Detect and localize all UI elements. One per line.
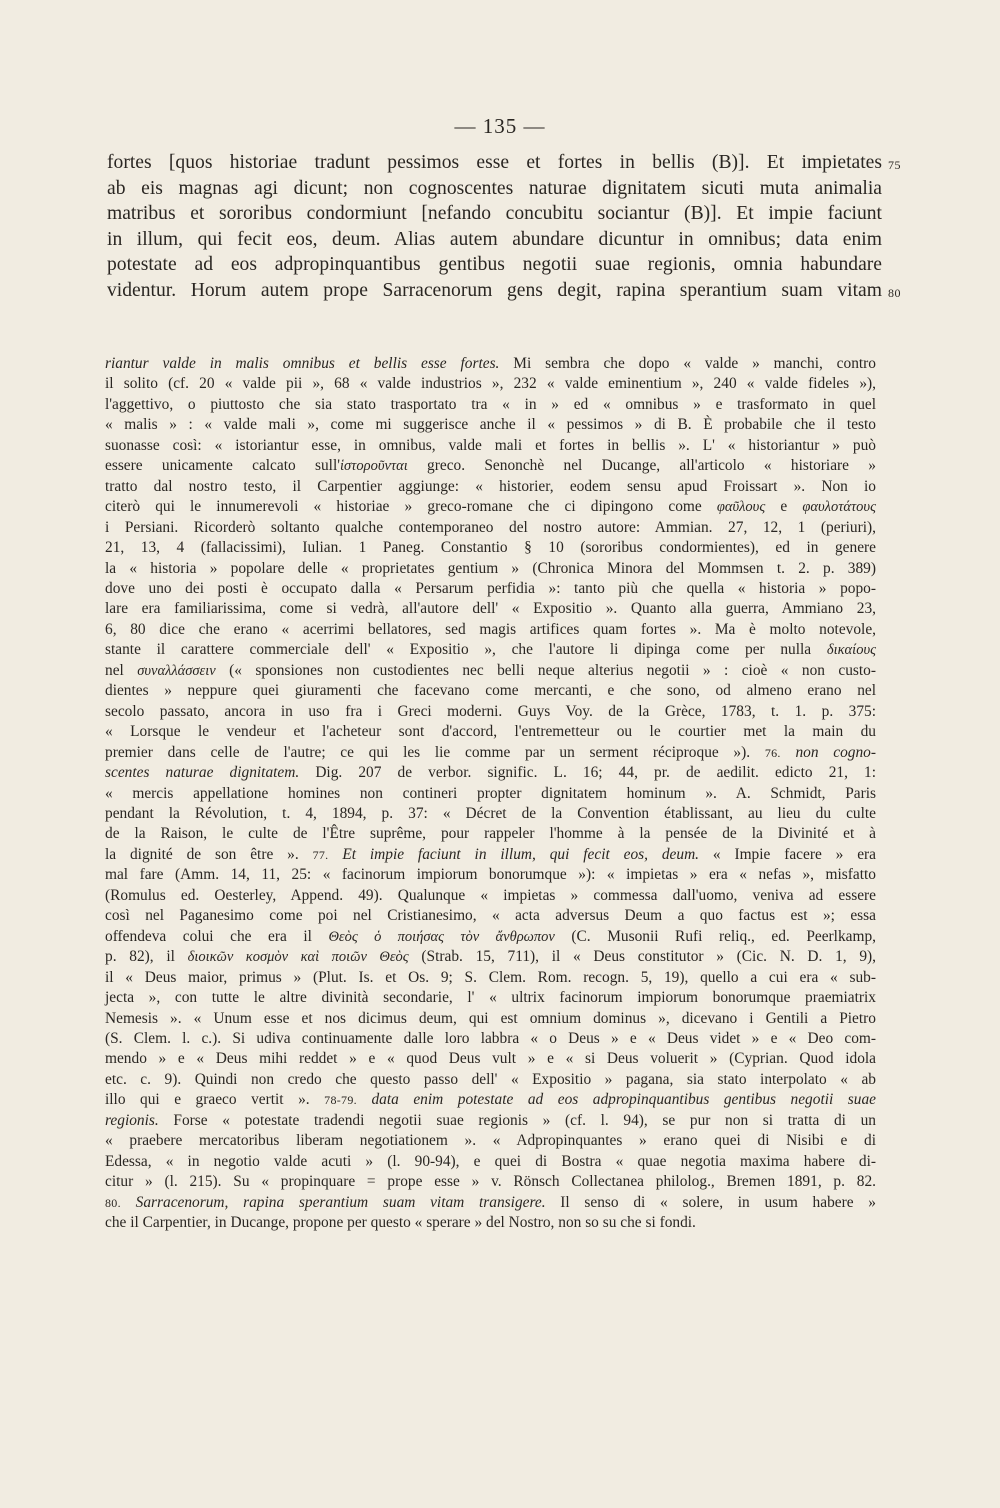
note-reference-number: 76. (764, 745, 781, 760)
note-line: l'aggettivo, o piuttosto che sia stato trasportato tra « in » ed « omnibus » e trasformato in quel (105, 395, 876, 413)
note-line: 80. Sarracenorum, rapina sperantium suam vitam transigere. Il senso di « solere, in usum habere » (105, 1193, 876, 1211)
note-line: la dignité de son être ». 77. Et impie faciunt in illum, qui fecit eos, deum. « Impie facere » era (105, 845, 877, 863)
note-line: che il Carpentier, in Ducange, propone per questo « sperare » del Nostro, non so su che si fondi. (105, 1214, 696, 1232)
note-line: secolo passato, ancora in uso fra i Greci moderni. Guys Voy. de la Grèce, 1783, t. 1. p. 375: (105, 702, 876, 720)
note-line: essere unicamente calcato sull'ἱστοροῦνται greco. Senonchè nel Ducange, all'articolo « historiare » (105, 457, 876, 475)
note-line: mal fare (Amm. 14, 11, 25: « facinorum impiorum bonorumque »): « impietas » era « nefas », misfatto (105, 866, 876, 884)
note-line: jecta », con tutte le altre divinità secondarie, l' « ultrix facinorum impiorum bonorumque praemiatrix (105, 989, 876, 1007)
note-line: Nemesis ». « Unum esse et nos dicimus deum, qui est omnium dominus », dicevano i Gentili a Pietro (105, 1009, 876, 1027)
note-line: 21, 13, 4 (fallacissimi), Iulian. 1 Paneg. Constantio § 10 (sororibus condormientes), ed in genere (105, 539, 876, 557)
note-line: citerò qui le innumerevoli « historiae » greco-romane che ci dipingono come φαῦλους e φαυλοτάτους (105, 498, 876, 516)
note-line: pendant la Révolution, t. 4, 1894, p. 37: « Décret de la Convention établissant, au lieu du culte (105, 804, 876, 822)
note-line: il solito (cf. 20 « valde pii », 68 « valde industrios », 232 « valde eminentium », 240 « valde fideles »), (105, 375, 876, 393)
note-reference-number: 78-79. (324, 1093, 357, 1108)
note-line: il « Deus maior, primus » (Plut. Is. et Os. 9; S. Clem. Rom. recogn. 5, 19), quello a cui era « sub- (105, 968, 876, 986)
note-line: stante il carattere commerciale dell' « Expositio », che l'autore li dipinga come per nulla δικαίους (105, 641, 876, 659)
commentary-notes (105, 354, 876, 1233)
note-line: nel συναλλάσσειν (« sponsiones non custodientes nec belli neque alterius negotii » : cioè « non custo- (105, 661, 876, 679)
note-line: Edessa, « in negotio valde acuti » (l. 90-94), e quei di Bostra « quae negotia maxima habere di- (105, 1152, 876, 1170)
line-number-75: 75 (888, 158, 901, 172)
note-line: illo qui e graeco vertit ». 78-79. data enim potestate ad eos adpropinquantibus gentibus negotii suae (105, 1091, 876, 1109)
greek-text: συναλλάσσειν (137, 662, 216, 679)
line-number-80: 80 (888, 286, 901, 300)
note-line: offendeva colui che era il Θεὸς ὁ ποιήσας τὸν ἄνθρωπον (C. Musonii Rufi reliq., ed. Peerlkamp, (105, 927, 876, 945)
greek-text: φαυλοτάτους (802, 499, 876, 516)
note-line: lare era familiarissima, come si vedrà, all'autore dell' « Expositio ». Quanto alla guerra, Ammiano 23, (105, 600, 876, 618)
note-line: tratto dal nostro testo, il Carpentier aggiunge: « historier, eodem sensu apud Froissart ». Non io (105, 477, 876, 495)
note-reference-number: 77. (312, 847, 329, 862)
greek-text: δικαίους (826, 642, 876, 659)
page-number: — 135 — (454, 114, 546, 138)
greek-text: ἱστοροῦνται (340, 458, 408, 475)
note-line: « Lorsque le vendeur et l'acheteur sont d'accord, l'entremetteur ou le courtier met la main du (105, 723, 876, 741)
note-line: (S. Clem. l. c.). Si udiva continuamente dalle loro labbra « o Deus » e « Deus videt » e « Deo com- (105, 1029, 876, 1047)
note-line: citur » (l. 215). Su « propinquare = prope esse » v. Rönsch Collectanea philolog., Bremen 1891, p. 82. (105, 1173, 876, 1191)
main-text-line: fortes [quos historiae tradunt pessimos esse et fortes in bellis (B)]. Et impietates (107, 152, 882, 173)
note-line: così nel Paganesimo come poi nel Cristianesimo, « acta adversus Deum a quo factus est »; essa (105, 907, 876, 925)
main-text-block (107, 150, 882, 303)
note-line: suonasse così: « istoriantur esse, in omnibus, valde mali et fortes in bellis ». L' « historiantur » può (105, 436, 876, 454)
note-line: premier dans celle de l'autre; ce qui les lie comme par un serment réciproque »). 76. non cogno- (105, 743, 876, 761)
note-line: la « historia » popolare delle « proprietates gentium » (Chronica Minora del Mommsen t. 2. p. 389) (105, 559, 876, 577)
note-reference-number: 80. (105, 1195, 121, 1210)
note-line: regionis. Forse « potestate tradendi negotii suae regionis » (cf. l. 94), se pur non si tratta di un (105, 1111, 876, 1129)
note-line: etc. c. 9). Quindi non credo che questo passo dell' « Expositio » pagana, sia stato interpolato « ab (105, 1070, 876, 1088)
note-line: (Romulus ed. Oesterley, Append. 49). Qualunque « impietas » commessa dall'uomo, veniva ad essere (105, 886, 876, 904)
greek-text: φαῦλους (716, 499, 766, 516)
note-line: de la Raison, le culte de l'Être suprême, pour rappeler l'homme à la pensée de la Divinité et à (105, 825, 876, 843)
greek-text: διοικῶν κοσμὸν καὶ ποιῶν Θεὸς (187, 949, 409, 966)
note-line: « malis » : « valde mali », come mi suggerisce anche il « pessimos » di B. È probabile che il testo (105, 416, 876, 434)
main-text-line: matribus et sororibus condormiunt [nefando concubitu sociantur (B)]. Et impie faciunt (107, 203, 882, 224)
note-line: scentes naturae dignitatem. Dig. 207 de verbor. signific. L. 16; 44, pr. de aedilit. edicto 21, 1: (105, 764, 877, 782)
main-text-line: videntur. Horum autem prope Sarracenorum gens degit, rapina sperantium suam vitam (107, 279, 882, 301)
note-line: dientes » neppure quei giuramenti che facevano come mercanti, e che sono, od almeno erano nel (105, 682, 876, 700)
note-line: 6, 80 dice che erano « acerrimi bellatores, sed magis artifices quam fortes ». Ma è molto notevole, (105, 620, 876, 638)
note-line: « praebere mercatoribus liberam negotiationem ». « Adpropinquantes » erano quei di Nisibi e di (105, 1132, 876, 1150)
note-line: dove uno dei posti è occupato dalla « Persarum perfidia »: tanto più che quella « historia » popo- (105, 579, 876, 597)
main-text-line: in illum, qui fecit eos, deum. Alias autem abundare dicuntur in omnibus; data enim (107, 228, 882, 250)
note-line: mendo » e « Deus mihi reddet » e « quod Deus vult » e « si Deus voluerit » (Cyprian. Quod idola (105, 1050, 876, 1068)
note-line: « mercis appellatione homines non contineri propter dignitatem hominum ». A. Schmidt, Paris (105, 784, 876, 802)
main-text-line: ab eis magnas agi dicunt; non cognoscentes naturae dignitatem sicuti muta animalia (107, 177, 882, 199)
note-line: p. 82), il διοικῶν κοσμὸν καὶ ποιῶν Θεὸς (Strab. 15, 711), il « Deus constitutor » (Cic. N. D. 1, 9), (105, 948, 876, 966)
main-text-line: potestate ad eos adpropinquantibus gentibus negotii suae regionis, omnia habundare (107, 254, 882, 275)
greek-text: Θεὸς ὁ ποιήσας τὸν ἄνθρωπον (328, 928, 555, 945)
note-line: i Persiani. Ricorderò soltanto qualche contemporaneo del nostro autore: Ammian. 27, 12, 1 (periuri), (105, 518, 876, 536)
note-line: riantur valde in malis omnibus et bellis esse fortes. Mi sembra che dopo « valde » manchi, contro (105, 355, 877, 372)
